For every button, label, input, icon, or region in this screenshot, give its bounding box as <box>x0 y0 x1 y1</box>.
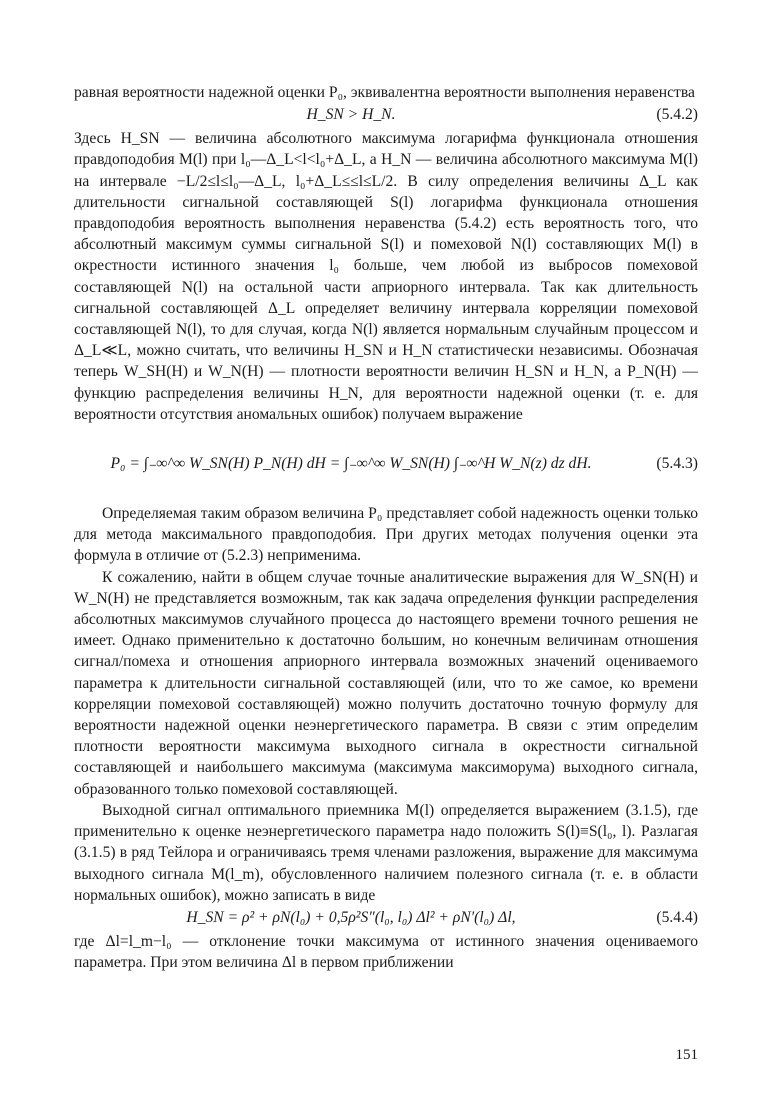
equation-5-4-3-number: (5.4.3) <box>656 455 698 473</box>
equation-5-4-3 <box>74 431 698 497</box>
page-body <box>74 82 698 973</box>
equation-5-4-2 <box>74 104 698 127</box>
equation-5-4-3-expression: P₀ = ∫₋∞^∞ W_SN(H) P_N(H) dH = ∫₋∞^∞ W_SN(H) ∫₋∞^H W_N(z) dz dH. <box>110 455 592 473</box>
paragraph-4: К сожалению, найти в общем случае точные аналитические выражения для W_SN(H) и W_N(H) не представляется возможным, так как задача определения функции распределения абсолютных максимумов случайного процесса до настоящего времени точного решения не имеет. Однако применительно к достаточно большим, но конечным величинам отношения сигнал/помеха и отношения априорного интервала возможных значений оцениваемого параметра к длительности сигнальной составляющей (или, что то же самое, ко времени корреляции помеховой составляющей) можно получить достаточно точную формулу для вероятности надежной оценки неэнергетического параметра. В связи с этим определим плотности вероятности максимума выходного сигнала в окрестности сигнальной составляющей и наибольшего максимума (максимума максиморума) выходного сигнала, образованного только помеховой составляющей. <box>74 568 698 798</box>
paragraph-5: Выходной сигнал оптимального приемника M(l) определяется выражением (3.1.5), где применительно к оценке неэнергетического параметра надо положить S(l)≡S(l₀, l). Разлагая (3.1.5) в ряд Тейлора и ограничиваясь тремя членами разложения, выражение для максимума выходного сигнала M(l_m), обусловленного наличием полезного сигнала (т. е. в области нормальных ошибок), можно записать в виде <box>74 801 698 904</box>
equation-5-4-4-number: (5.4.4) <box>656 908 698 926</box>
paragraph-3: Определяемая таким образом величина P₀ представляет собой надежность оценки только для метода максимального правдоподобия. При других методах получения оценки эта формула в отличие от (5.2.3) неприменима. <box>74 505 698 565</box>
page-number: 151 <box>675 1047 698 1063</box>
equation-5-4-2-expression: H_SN > H_N. <box>306 106 396 124</box>
paragraph-2: Здесь H_SN — величина абсолютного максимума логарифма функционала отношения правдоподобия M(l) при l₀—Δ_L<l<l₀+Δ_L, а H_N — величина абсолютного максимума M(l) на интервале −L/2≤l≤l₀—Δ_L, l₀+Δ_L≤≤l≤L/2. В силу определения величины Δ_L как длительности сигнальной составляющей S(l) логарифма функционала отношения правдоподобия вероятность выполнения неравенства (5.4.2) есть вероятность того, что абсолютный максимум суммы сигнальной S(l) и помеховой N(l) составляющих M(l) в окрестности истинного значения l₀ больше, чем любой из выбросов помеховой составляющей N(l) на остальной части априорного интервала. Так как длительность сигнальной составляющей Δ_L определяет величину интервала корреляции помеховой составляющей N(l), то для случая, когда N(l) является нормальным случайным процессом и Δ_L≪L, можно считать, что величины H_SN и H_N статистически независимы. Обозначая теперь W_SH(H) и W_N(H) — плотности вероятности величин H_SN и H_N, а P_N(H) — функцию распределения величины H_N, для вероятности надежной оценки (т. е. для вероятности отсутствия аномальных ошибок) получаем выражение <box>74 130 698 423</box>
equation-5-4-2-number: (5.4.2) <box>656 106 698 124</box>
equation-5-4-4-expression: H_SN = ρ² + ρN(l₀) + 0,5ρ²S″(l₀, l₀) Δl² + ρN′(l₀) Δl, <box>186 908 516 926</box>
paragraph-1: равная вероятности надежной оценки P₀, эквивалентна вероятности выполнения неравенства <box>74 84 695 101</box>
equation-5-4-4 <box>74 907 698 930</box>
paragraph-6: где Δl=l_m−l₀ — отклонение точки максимума от истинного значения оцениваемого параметра. При этом величина Δl в первом приближении <box>74 932 698 972</box>
